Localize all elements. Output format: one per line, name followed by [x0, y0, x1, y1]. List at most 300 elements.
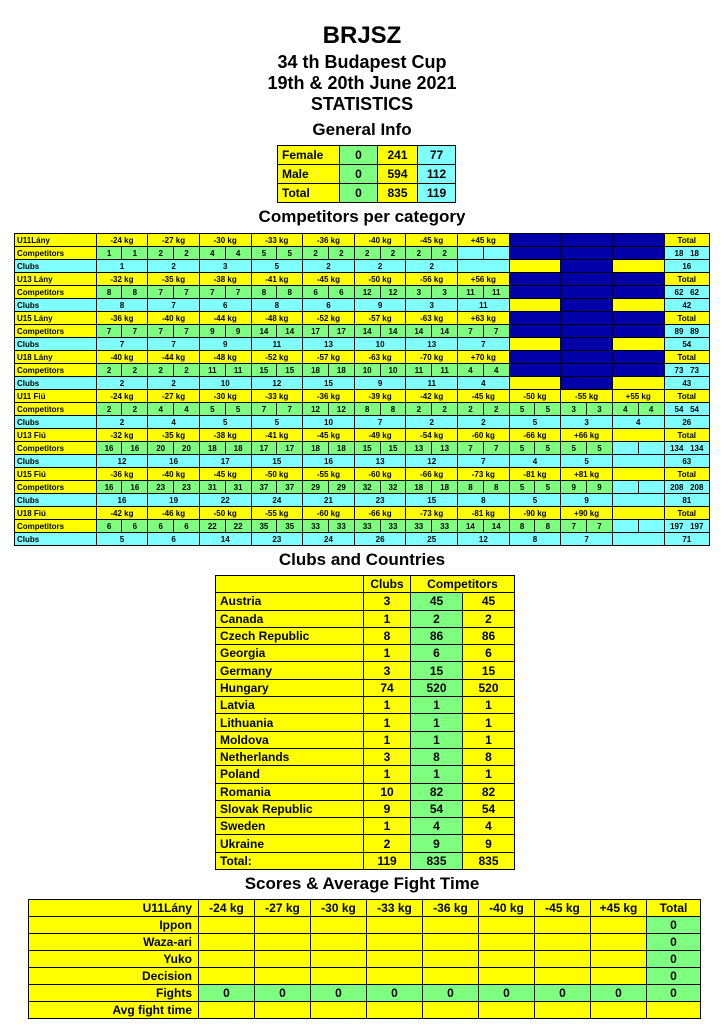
weight-class-label: -55 kg [251, 507, 303, 520]
competitor-count: 12 [380, 286, 406, 299]
country-row [216, 800, 515, 817]
score-total: 0 [647, 934, 701, 951]
competitor-count: 15 [251, 364, 277, 377]
weight-class-label: -57 kg [303, 351, 355, 364]
category-name: U13 Fiú [15, 429, 97, 442]
club-count: 7 [354, 416, 406, 429]
club-count: 22 [199, 494, 251, 507]
weight-class-label: -63 kg [406, 312, 458, 325]
weight-class-label: -40 kg [354, 234, 406, 247]
score-value [199, 1002, 255, 1019]
country-clubs: 1 [364, 610, 411, 627]
club-count: 9 [199, 338, 251, 351]
weight-class-label: +63 kg [458, 312, 510, 325]
competitor-count: 7 [148, 325, 174, 338]
competitor-count: 10 [380, 364, 406, 377]
total-clubs: 71 [664, 533, 709, 546]
competitor-count: 6 [328, 286, 354, 299]
club-count: 15 [406, 494, 458, 507]
country-competitors: 1 [411, 731, 463, 748]
competitor-count: 3 [561, 403, 587, 416]
competitors-label: Competitors [15, 325, 97, 338]
country-competitors: 8 [463, 748, 515, 765]
country-row [216, 852, 515, 869]
competitor-count: 2 [432, 403, 458, 416]
competitor-count: 8 [458, 481, 484, 494]
score-value [367, 1002, 423, 1019]
competitor-count: 2 [458, 403, 484, 416]
club-count: 11 [406, 377, 458, 390]
country-name: Czech Republic [216, 627, 364, 644]
competitors-row [15, 481, 710, 494]
doc-type: STATISTICS [310, 94, 414, 114]
competitor-count: 4 [612, 403, 638, 416]
country-row [216, 714, 515, 731]
score-value: 0 [367, 985, 423, 1002]
weight-class-label: -27 kg [148, 234, 200, 247]
country-row [216, 610, 515, 627]
club-count: 5 [509, 494, 561, 507]
country-competitors: 6 [411, 645, 463, 662]
empty-slot [612, 260, 664, 273]
score-value [199, 934, 255, 951]
competitor-count: 9 [225, 325, 251, 338]
competitor-count: 17 [303, 325, 329, 338]
scores-heading: Scores & Average Fight Time [244, 874, 480, 893]
country-competitors: 835 [411, 852, 463, 869]
country-clubs: 1 [364, 714, 411, 731]
competitor-count: 22 [225, 520, 251, 533]
empty-slot [561, 247, 613, 260]
competitor-count: 4 [638, 403, 664, 416]
competitor-count: 17 [277, 442, 303, 455]
general-info-row [278, 165, 456, 184]
country-competitors: 1 [411, 766, 463, 783]
score-value: 0 [479, 985, 535, 1002]
country-row [216, 627, 515, 644]
scores-weight-label: -40 kg [479, 900, 535, 917]
score-value [311, 951, 367, 968]
total-competitors: 18 18 [664, 247, 709, 260]
country-clubs: 9 [364, 800, 411, 817]
header-blank [216, 576, 364, 593]
score-value: 0 [423, 985, 479, 1002]
club-count: 16 [96, 494, 148, 507]
country-competitors: 9 [411, 835, 463, 852]
weight-class-label: -60 kg [458, 429, 510, 442]
club-count: 9 [561, 494, 613, 507]
country-competitors: 520 [463, 679, 515, 696]
competitor-count: 11 [483, 286, 509, 299]
weight-class-label: +45 kg [458, 234, 510, 247]
competitor-count: 11 [225, 364, 251, 377]
scores-weight-label: -24 kg [199, 900, 255, 917]
country-name: Slovak Republic [216, 800, 364, 817]
score-value [535, 917, 591, 934]
empty-slot [561, 351, 613, 364]
country-competitors: 2 [411, 610, 463, 627]
competitor-count [612, 481, 638, 494]
weight-class-label: -52 kg [251, 351, 303, 364]
weight-class-label: -36 kg [96, 468, 148, 481]
weight-class-label: -70 kg [406, 351, 458, 364]
competitor-count: 4 [148, 403, 174, 416]
country-name: Hungary [216, 679, 364, 696]
competitor-count: 2 [96, 364, 122, 377]
weight-class-label: -52 kg [303, 312, 355, 325]
empty-slot [561, 299, 613, 312]
club-count: 4 [612, 416, 664, 429]
competitor-count: 2 [380, 247, 406, 260]
column-header-competitors: Competitors [411, 576, 515, 593]
weight-class-label: -63 kg [354, 351, 406, 364]
score-value [199, 968, 255, 985]
competitor-count: 18 [199, 442, 225, 455]
weight-class-label: +66 kg [561, 429, 613, 442]
score-value [311, 968, 367, 985]
scores-row [29, 917, 701, 934]
club-count: 21 [303, 494, 355, 507]
competitor-count: 2 [174, 364, 200, 377]
total-competitors: 89 89 [664, 325, 709, 338]
score-value [479, 934, 535, 951]
competitor-count: 2 [406, 403, 432, 416]
empty-slot [509, 338, 561, 351]
country-row [216, 731, 515, 748]
club-count: 26 [354, 533, 406, 546]
score-value: 0 [311, 985, 367, 1002]
competitor-count: 5 [509, 403, 535, 416]
competitors-per-category-heading: Competitors per category [258, 207, 466, 226]
clubs-label: Clubs [15, 377, 97, 390]
score-type-label: Fights [29, 985, 199, 1002]
country-row [216, 835, 515, 852]
empty-slot [561, 338, 613, 351]
competitor-count: 3 [587, 403, 613, 416]
competitors-row [15, 247, 710, 260]
competitor-count: 7 [587, 520, 613, 533]
weight-class-label: -90 kg [509, 507, 561, 520]
empty-slot [561, 364, 613, 377]
total-clubs: 54 [664, 338, 709, 351]
competitor-count [483, 247, 509, 260]
weight-class-label: -30 kg [199, 234, 251, 247]
competitor-count: 8 [251, 286, 277, 299]
general-info-value: 112 [418, 165, 456, 184]
competitor-count: 37 [277, 481, 303, 494]
club-count: 4 [458, 377, 510, 390]
competitor-count: 17 [251, 442, 277, 455]
weight-class-label: -54 kg [406, 429, 458, 442]
country-name: Canada [216, 610, 364, 627]
weight-class-label: -36 kg [303, 390, 355, 403]
club-count: 9 [354, 299, 406, 312]
club-count [612, 494, 664, 507]
competitor-count: 2 [354, 247, 380, 260]
weight-class-label: -81 kg [509, 468, 561, 481]
club-count: 13 [406, 338, 458, 351]
weight-class-label: -33 kg [251, 234, 303, 247]
scores-weight-label: -45 kg [535, 900, 591, 917]
weight-class-label: +81 kg [561, 468, 613, 481]
score-value: 0 [591, 985, 647, 1002]
category-header-row [15, 468, 710, 481]
competitor-count: 4 [483, 364, 509, 377]
weight-class-label: -55 kg [303, 468, 355, 481]
competitor-count: 10 [354, 364, 380, 377]
column-header-clubs: Clubs [364, 576, 411, 593]
country-name: Romania [216, 783, 364, 800]
competitor-count: 16 [96, 481, 122, 494]
empty-slot [612, 338, 664, 351]
competitor-count: 14 [277, 325, 303, 338]
country-competitors: 1 [463, 697, 515, 714]
club-count: 3 [199, 260, 251, 273]
club-count: 6 [199, 299, 251, 312]
total-competitors: 62 62 [664, 286, 709, 299]
empty-slot [561, 377, 613, 390]
score-total: 0 [647, 917, 701, 934]
weight-class-label: -32 kg [96, 273, 148, 286]
country-name: Lithuania [216, 714, 364, 731]
total-clubs: 26 [664, 416, 709, 429]
club-count: 5 [509, 416, 561, 429]
competitor-count: 18 [303, 442, 329, 455]
weight-class-label: -40 kg [96, 351, 148, 364]
club-count: 5 [561, 455, 613, 468]
weight-class-label: -24 kg [96, 234, 148, 247]
competitor-count: 1 [122, 247, 148, 260]
competitor-count: 5 [199, 403, 225, 416]
competitor-count: 8 [535, 520, 561, 533]
competitor-count: 14 [458, 520, 484, 533]
club-count: 2 [96, 416, 148, 429]
competitor-count: 20 [148, 442, 174, 455]
country-name: Poland [216, 766, 364, 783]
weight-class-label: -32 kg [96, 429, 148, 442]
country-clubs: 8 [364, 627, 411, 644]
competitor-count: 33 [380, 520, 406, 533]
general-info-row [278, 184, 456, 203]
competitor-count: 2 [96, 403, 122, 416]
weight-class-label: -42 kg [96, 507, 148, 520]
club-count: 7 [458, 455, 510, 468]
weight-class-label: -24 kg [96, 390, 148, 403]
weight-class-label: -41 kg [251, 273, 303, 286]
club-count: 3 [406, 299, 458, 312]
category-name: U13 Lány [15, 273, 97, 286]
clubs-header-row [216, 576, 515, 593]
general-info-label: Male [278, 165, 340, 184]
weight-class-label: -41 kg [251, 429, 303, 442]
empty-slot [509, 377, 561, 390]
empty-slot [509, 351, 561, 364]
competitor-count: 2 [406, 247, 432, 260]
competitor-count: 4 [225, 247, 251, 260]
score-type-label: Avg fight time [29, 1002, 199, 1019]
club-count: 9 [354, 377, 406, 390]
country-competitors: 54 [463, 800, 515, 817]
scores-row [29, 985, 701, 1002]
club-count: 5 [96, 533, 148, 546]
country-clubs: 1 [364, 697, 411, 714]
competitor-count: 8 [122, 286, 148, 299]
empty-slot [612, 351, 664, 364]
weight-class-label: -49 kg [354, 429, 406, 442]
competitor-count [638, 520, 664, 533]
country-name: Austria [216, 593, 364, 610]
country-competitors: 4 [411, 818, 463, 835]
empty-slot [561, 260, 613, 273]
empty-slot [612, 312, 664, 325]
country-clubs: 1 [364, 766, 411, 783]
category-name: U15 Fiú [15, 468, 97, 481]
competitors-row [15, 520, 710, 533]
score-type-label: Ippon [29, 917, 199, 934]
scores-weight-label: +45 kg [591, 900, 647, 917]
club-count: 2 [354, 260, 406, 273]
total-clubs: 63 [664, 455, 709, 468]
competitor-count: 7 [148, 286, 174, 299]
clubs-row [15, 533, 710, 546]
competitor-count: 12 [303, 403, 329, 416]
competitor-count: 2 [122, 364, 148, 377]
score-total [647, 1002, 701, 1019]
empty-slot [561, 286, 613, 299]
club-count: 5 [199, 416, 251, 429]
scores-weight-label: -33 kg [367, 900, 423, 917]
competitor-count: 9 [587, 481, 613, 494]
club-count [612, 455, 664, 468]
competitor-count: 13 [406, 442, 432, 455]
score-total: 0 [647, 985, 701, 1002]
country-row [216, 766, 515, 783]
competitor-count: 7 [483, 442, 509, 455]
competitor-count: 7 [251, 403, 277, 416]
competitor-count [638, 442, 664, 455]
competitor-count: 12 [328, 403, 354, 416]
competitor-count: 35 [251, 520, 277, 533]
clubs-row [15, 416, 710, 429]
country-competitors: 1 [411, 714, 463, 731]
competitor-count: 14 [432, 325, 458, 338]
empty-slot [509, 299, 561, 312]
competitor-count: 9 [561, 481, 587, 494]
category-name: U18 Fiú [15, 507, 97, 520]
total-clubs: 42 [664, 299, 709, 312]
category-header-row [15, 390, 710, 403]
score-value [535, 934, 591, 951]
competitors-per-category-table [14, 233, 710, 546]
country-name: Total: [216, 852, 364, 869]
scores-header-row [29, 900, 701, 917]
general-info-table [277, 145, 456, 203]
category-header-row [15, 234, 710, 247]
club-count: 3 [561, 416, 613, 429]
club-count: 7 [96, 338, 148, 351]
scores-category: U11Lány [29, 900, 199, 917]
club-count: 23 [354, 494, 406, 507]
competitor-count: 2 [148, 364, 174, 377]
weight-class-label: -45 kg [303, 429, 355, 442]
weight-class-label: -44 kg [148, 351, 200, 364]
weight-class-label: -73 kg [458, 468, 510, 481]
club-count [458, 260, 510, 273]
clubs-row [15, 455, 710, 468]
club-count: 2 [458, 416, 510, 429]
empty-slot [612, 286, 664, 299]
country-row [216, 748, 515, 765]
weight-class-label: -48 kg [199, 351, 251, 364]
competitor-count: 20 [174, 442, 200, 455]
empty-slot [561, 273, 613, 286]
competitor-count: 5 [225, 403, 251, 416]
competitors-label: Competitors [15, 364, 97, 377]
empty-slot [509, 364, 561, 377]
weight-class-label: -36 kg [96, 312, 148, 325]
competitor-count: 11 [199, 364, 225, 377]
club-count: 1 [96, 260, 148, 273]
scores-row [29, 968, 701, 985]
general-info-heading: General Info [312, 120, 412, 139]
club-count: 2 [303, 260, 355, 273]
country-name: Germany [216, 662, 364, 679]
score-value [311, 917, 367, 934]
competitor-count: 1 [96, 247, 122, 260]
competitor-count: 11 [406, 364, 432, 377]
competitor-count: 9 [199, 325, 225, 338]
weight-class-label: -57 kg [354, 312, 406, 325]
competitor-count: 6 [303, 286, 329, 299]
category-name: U11 Fiú [15, 390, 97, 403]
weight-class-label: -42 kg [406, 390, 458, 403]
club-count: 24 [303, 533, 355, 546]
competitors-label: Competitors [15, 442, 97, 455]
country-clubs: 119 [364, 852, 411, 869]
competitor-count: 5 [535, 442, 561, 455]
empty-slot [612, 247, 664, 260]
empty-slot [561, 312, 613, 325]
competitor-count: 31 [225, 481, 251, 494]
competitor-count: 32 [354, 481, 380, 494]
empty-slot [612, 377, 664, 390]
competitor-count: 3 [406, 286, 432, 299]
weight-class-label: -73 kg [406, 507, 458, 520]
general-info-row [278, 146, 456, 165]
competitor-count: 8 [483, 481, 509, 494]
competitor-count: 7 [96, 325, 122, 338]
club-count [612, 533, 664, 546]
competitor-count: 15 [277, 364, 303, 377]
score-value [479, 917, 535, 934]
club-count: 6 [148, 533, 200, 546]
competitor-count: 18 [303, 364, 329, 377]
competitor-count: 7 [225, 286, 251, 299]
score-value [535, 951, 591, 968]
country-competitors: 82 [463, 783, 515, 800]
score-value [591, 951, 647, 968]
club-count: 7 [561, 533, 613, 546]
country-clubs: 3 [364, 593, 411, 610]
competitor-count [612, 520, 638, 533]
club-count: 2 [148, 260, 200, 273]
score-value [255, 934, 311, 951]
category-name: U15 Lány [15, 312, 97, 325]
club-count: 19 [148, 494, 200, 507]
score-value [479, 1002, 535, 1019]
clubs-row [15, 494, 710, 507]
clubs-row [15, 377, 710, 390]
